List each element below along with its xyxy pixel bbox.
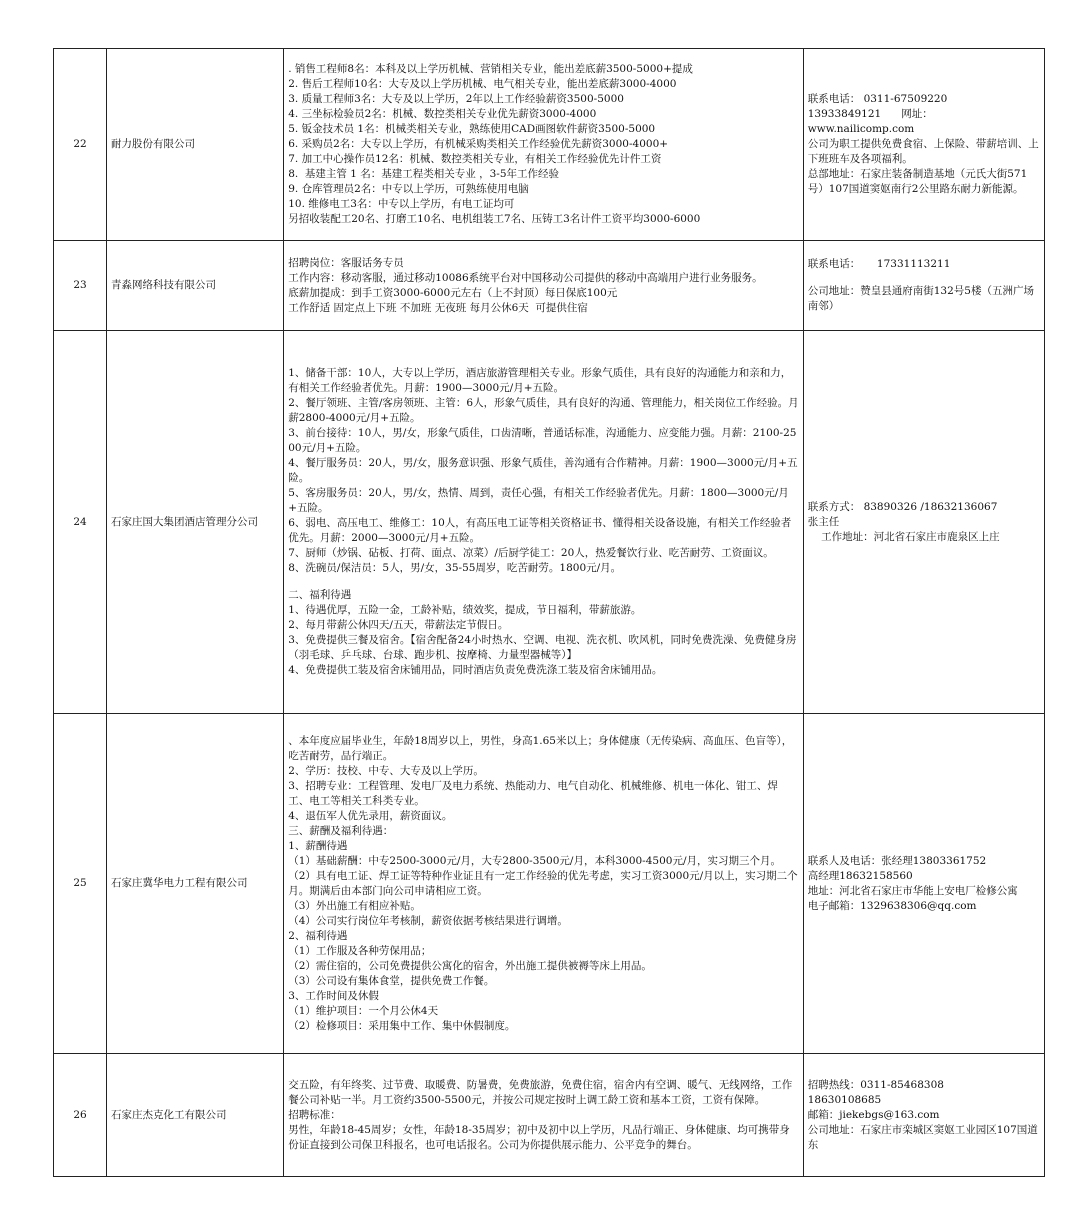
detail-line	[288, 576, 799, 588]
detail-line: 3. 质量工程师3名：大专及以上学历，2年以上工作经验薪资3500-5000	[288, 93, 624, 105]
detail-line: 底薪加提成：到手工资3000-6000元左右（上不封顶）每日保底100元	[288, 286, 618, 299]
contact-line: 公司地址：石家庄市栾城区窦妪工业园区107国道东	[807, 1123, 1038, 1151]
detail-line: （2）需住宿的，公司免费提供公寓化的宿舍，外出施工提供被褥等床上用品。	[288, 959, 652, 972]
detail-line: 1、薪酬待遇	[288, 839, 348, 852]
contact-line: 工作地址：河北省石家庄市鹿泉区上庄	[807, 530, 1000, 543]
company-name: 耐力股份有限公司	[107, 49, 284, 241]
detail-line: 3、招聘专业：工程管理、发电厂及电力系统、热能动力、电气自动化、机械维修、机电一体化、钳工、焊工、电工等相关工科类专业。	[288, 779, 778, 807]
detail-line: 7. 加工中心操作员12名：机械、数控类相关专业，有相关工作经验优先计件工资	[288, 153, 662, 165]
detail-line: 二、福利待遇	[288, 589, 352, 601]
detail-line: 交五险，有年终奖、过节费、取暖费、防暑费，免费旅游，免费住宿，宿舍内有空调、暖气、无线网络，工作餐公司补贴一半。月工资约3500-5500元，并按公司规定按时上调工龄工资和基本工资，工资有保障。	[288, 1078, 793, 1106]
contact-line: 电子邮箱：1329638306@qq.com	[807, 899, 977, 912]
detail-line: （3）外出施工有相应补贴。	[288, 899, 421, 912]
detail-line: 9. 仓库管理员2名：中专以上学历，可熟练使用电脑	[288, 183, 529, 195]
row-number: 23	[54, 241, 107, 331]
job-listing-table	[53, 48, 1045, 1177]
detail-line: 三、薪酬及福利待遇：	[288, 824, 394, 837]
detail-line: 工作内容：移动客服，通过移动10086系统平台对中国移动公司提供的移动中高端用户进行业务服务。	[288, 271, 763, 284]
detail-line: 3、前台接待：10人，男/女，形象气质佳，口齿清晰，普通话标准，沟通能力、应变能力强。月薪：2100-2500元/月+五险。	[288, 427, 797, 454]
contact-line: 18630108685	[807, 1093, 882, 1106]
detail-line: 4、退伍军人优先录用，薪资面议。	[288, 809, 453, 822]
contact-line: 张主任	[807, 515, 840, 528]
detail-line: 3、工作时间及休假	[288, 989, 379, 1002]
detail-line: 男性，年龄18-45周岁；女性，年龄18-35周岁；初中及初中以上学历，凡品行端正、身体健康、均可携带身份证直接到公司保卫科报名，也可电话报名。公司为你提供展示能力、公平竞争的舞台。	[288, 1123, 790, 1151]
detail-line: （4）公司实行岗位年考核制，薪资依据考核结果进行调增。	[288, 914, 568, 927]
detail-line: 2、学历：技校、中专、大专及以上学历。	[288, 764, 484, 777]
detail-line: 4、免费提供工装及宿舍床铺用品，同时酒店负责免费洗涤工装及宿舍床铺用品。	[288, 664, 663, 676]
detail-line: 2、每月带薪公休四天/五天，带薪法定节假日。	[288, 619, 509, 631]
row-number: 22	[54, 49, 107, 241]
contact-line: 招聘热线：0311-85468308	[807, 1078, 944, 1091]
job-details	[284, 331, 804, 714]
detail-line: 5. 钣金技术员 1名：机械类相关专业，熟练使用CAD画图软件薪资3500-5000	[288, 123, 656, 135]
detail-line: 6. 采购员2名：大专以上学历，有机械采购类相关工作经验优先薪资3000-4000+	[288, 138, 669, 150]
detail-line: 6、弱电、高压电工、维修工：10人，有高压电工证等相关资格证书、懂得相关设备设施，有相关工作经验者优先。月薪：2000—3000元/月+五险。	[288, 517, 792, 544]
job-details	[284, 241, 804, 331]
company-name: 石家庄杰克化工有限公司	[107, 1054, 284, 1177]
detail-line: 4、餐厅服务员：20人，男/女，服务意识强、形象气质佳，善沟通有合作精神。月薪：1900—3000元/月+五险。	[288, 457, 798, 484]
detail-line: 4. 三坐标检验员2名：机械、数控类相关专业优先薪资3000-4000	[288, 108, 597, 120]
contact-line: 公司地址：赞皇县通府南街132号5楼（五洲广场南邻）	[807, 285, 1034, 312]
contact-line: 13933849121 网址：	[807, 108, 933, 120]
contact-line: 联系人及电话：张经理13803361752	[807, 854, 987, 867]
row-number: 26	[54, 1054, 107, 1177]
contact-info	[803, 1054, 1044, 1177]
contact-line: www.nailicomp.com	[807, 123, 915, 135]
job-details	[284, 714, 804, 1054]
contact-line: 联系方式： 83890326 /18632136067	[807, 500, 998, 513]
company-name: 石家庄国大集团酒店管理分公司	[107, 331, 284, 714]
table-row	[54, 714, 1045, 1054]
contact-line: 邮箱：jiekebgs@163.com	[807, 1108, 940, 1121]
job-listing-body	[54, 49, 1045, 1177]
detail-line: 8. 基建主管 1 名：基建工程类相关专业 ，3-5年工作经验	[288, 168, 560, 180]
company-name: 青淼网络科技有限公司	[107, 241, 284, 331]
detail-line: 1、待遇优厚，五险一金，工龄补贴，绩效奖，提成，节日福利，带薪旅游。	[288, 604, 642, 616]
contact-line: 联系电话： 17331113211	[807, 258, 951, 270]
detail-line: 7、厨师（炒锅、砧板、打荷、面点、凉菜）/后厨学徒工：20人，热爱餐饮行业、吃苦耐劳、工资面议。	[288, 547, 774, 559]
contact-info	[803, 49, 1044, 241]
detail-line: （1）维护项目：一个月公休4天	[288, 1004, 439, 1017]
detail-line: 10. 维修电工3名：中专以上学历，有电工证均可	[288, 198, 515, 210]
detail-line: 5、客房服务员：20人，男/女，热情、周到，责任心强，有相关工作经验者优先。月薪：1800—3000元/月+五险。	[288, 487, 789, 514]
company-name: 石家庄冀华电力工程有限公司	[107, 714, 284, 1054]
table-row	[54, 241, 1045, 331]
table-row	[54, 49, 1045, 241]
detail-line: 、本年度应届毕业生，年龄18周岁以上，男性，身高1.65米以上；身体健康（无传染病、高血压、色盲等），吃苦耐劳，品行端正。	[288, 734, 793, 762]
contact-line: 地址：河北省石家庄市华能上安电厂检修公寓	[807, 884, 1018, 897]
detail-line: （2）具有电工证、焊工证等特种作业证且有一定工作经验的优先考虑，实习工资3000元/月以上，实习期二个月。期满后由本部门向公司申请相应工资。	[288, 869, 798, 897]
detail-line: 3、免费提供三餐及宿舍。【宿舍配备24小时热水、空调、电视、洗衣机、吹风机，同时免费洗澡、免费健身房（羽毛球、乒乓球、台球、跑步机、按摩椅、力量型器械等）】	[288, 634, 797, 661]
contact-line: 总部地址：石家庄装备制造基地（元氏大街571号）107国道窦妪南行2公里路东耐力新能源。	[807, 168, 1028, 195]
table-row	[54, 331, 1045, 714]
detail-line: （2）检修项目：采用集中工作、集中休假制度。	[288, 1019, 516, 1032]
detail-line: 另招收装配工20名、打磨工10名、电机组装工7名、压铸工3名计件工资平均3000-6000	[288, 213, 701, 225]
detail-line: （3）公司设有集体食堂，提供免费工作餐。	[288, 974, 495, 987]
row-number: 25	[54, 714, 107, 1054]
contact-line: 高经理18632158560	[807, 869, 913, 882]
detail-line: （1）工作服及各种劳保用品；	[288, 944, 432, 957]
job-details	[284, 1054, 804, 1177]
contact-info	[803, 331, 1044, 714]
contact-line: 公司为职工提供免费食宿、上保险、带薪培训、上下班班车及各项福利。	[807, 138, 1039, 165]
detail-line: 2. 售后工程师10名：大专及以上学历机械、电气相关专业，能出差底薪3000-4000	[288, 78, 677, 90]
detail-line: 招聘岗位：客服话务专员	[288, 256, 404, 269]
detail-line: （1）基础薪酬：中专2500-3000元/月，大专2800-3500元/月，本科3000-4500元/月，实习期三个月。	[288, 854, 781, 867]
detail-line: 工作舒适 固定点上下班 不加班 无夜班 每月公休6天 可提供住宿	[288, 301, 588, 314]
contact-info	[803, 241, 1044, 331]
contact-line: 联系电话： 0311-67509220	[807, 93, 948, 105]
detail-line: 2、餐厅领班、主管/客房领班、主管：6人，形象气质佳，具有良好的沟通、管理能力，相关岗位工作经验。月薪2800-4000元/月+五险。	[288, 397, 799, 424]
detail-line: 1、储备干部：10人，大专以上学历，酒店旅游管理相关专业。形象气质佳，具有良好的沟通能力和亲和力，有相关工作经验者优先。月薪：1900—3000元/月+五险。	[288, 367, 792, 394]
detail-line: 8、洗碗员/保洁员：5人，男/女，35-55周岁，吃苦耐劳。1800元/月。	[288, 562, 622, 574]
row-number: 24	[54, 331, 107, 714]
detail-line: . 销售工程师8名：本科及以上学历机械、营销相关专业，能出差底薪3500-5000+提成	[288, 63, 693, 75]
job-details	[284, 49, 804, 241]
detail-line: 招聘标准：	[288, 1108, 341, 1121]
contact-info	[803, 714, 1044, 1054]
contact-line	[808, 272, 1040, 284]
table-row	[54, 1054, 1045, 1177]
detail-line: 2、福利待遇	[288, 929, 348, 942]
